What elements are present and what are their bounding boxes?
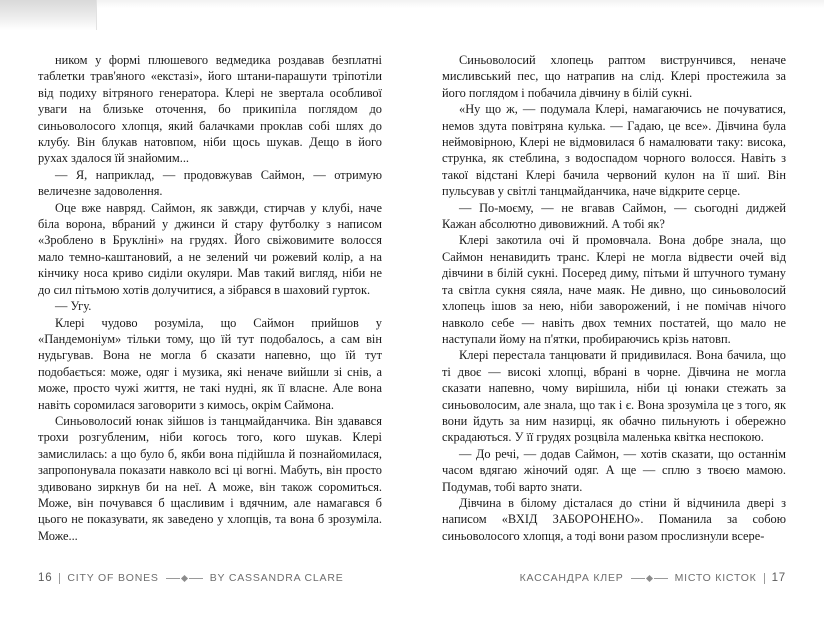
paragraph: Клері чудово розуміла, що Саймон прийшов у «Пандемоніум» тільки тому, що їй тут подобалось, а сам він нудьгував. Вона не могла б сказати напевно, що їй тут подобається: може, одяг і музика, які неначе вийшли зі снів, а може, просто чужі життя, не такі нудні, як її власне. Але вона навіть соромилася заговорити з кимось, окрім Саймона.	[38, 315, 382, 412]
left-running-head: CITY OF BONES	[67, 572, 159, 584]
scan-corner-shadow	[0, 0, 97, 30]
right-running-head: КАССАНДРА КЛЕР	[519, 572, 624, 584]
paragraph: Дівчина в білому дісталася до стіни й відчинила двері з написом «ВХІД ЗАБОРОНЕНО». Поманила за собою синьоволосого хлопця, а тоді вони разом прослизнули всере-	[442, 495, 786, 543]
ornament-icon	[631, 576, 668, 581]
scan-edge-strip	[0, 0, 824, 8]
page-footer	[0, 568, 824, 588]
paragraph: — Я, наприклад, — продовжував Саймон, — отримую величезне задоволення.	[38, 167, 382, 199]
paragraph: ником у формі плюшевого ведмедика роздавав безплатні таблетки трав'яного «екстазі», його штани-парашути тріпотіли від подиху вітряного генератора. Клері не звертала особливої уваги на близьке оточення, бо прикипіла поглядом до синьоволосого хлопця, який балачками проклав собі шлях до клубу. Він блукав натовпом, ніби щось шукав. Дещо в його рухах здалося їй знайомим...	[38, 53, 382, 166]
right-book-title: МІСТО КІСТОК	[674, 572, 757, 584]
paragraph: — По-моєму, — не вгавав Саймон, — сьогодні диджей Кажан абсолютно дивовижний. А тобі як?	[442, 200, 786, 232]
paragraph: Клері закотила очі й промовчала. Вона добре знала, що Саймон ненавидить транс. Клері не могла відвести очей від дівчини в білій сукні. Посеред диму, пітьми й штучного туману та світла сукня сяяла, наче маяк. Не дивно, що синьоволосий хлопець ішов за нею, ніби заворожений, і не помічав нічого навколо себе — навіть двох темних постатей, що мало не наступали йому на п'ятки, пробираючись крізь натовп.	[442, 233, 786, 346]
page-columns	[0, 52, 824, 562]
ornament-icon	[166, 576, 203, 581]
left-page-text-column	[38, 52, 382, 562]
paragraph: Синьоволосий юнак зійшов із танцмайданчика. Він здавався трохи розгубленим, ніби когось того, кого шукав. Клері замислилась: а що було б, якби вона підійшла й познайомилася, запропонувала показати навколо всі ці вогні. Мабуть, він просто здивовано зиркнув би на неї. А може, він також соромиться. Може, він почувався б щасливим і вдячним, але намагався б цього не показувати, як заведено у хлопців, та вона б зрозуміла. Може...	[38, 413, 382, 543]
right-page-text-column	[442, 52, 786, 562]
paragraph: Синьоволосий хлопець раптом виструнчився, неначе мисливський пес, що натрапив на слід. Клері простежила за його поглядом і побачила дівчину в білій сукні.	[442, 53, 786, 100]
paragraph: Клері перестала танцювати й придивилася. Вона бачила, що ті двоє — високі хлопці, вбрані в чорне. Дівчина не могла сказати напевно, чому вирішила, ніби ці юнаки стежать за синьоволосим, але знала, що так і є. Вона зрозуміла це з того, як вони йдуть за ним назирці, як обачно пильнують і обережно скрадаються. У її грудях розцвіла маленька квітка неспокою.	[442, 348, 786, 445]
right-page-folio	[520, 572, 786, 584]
left-page-number: 16	[38, 572, 53, 584]
folio-divider	[59, 573, 60, 584]
folio-divider	[764, 573, 765, 584]
right-page-number: 17	[771, 572, 786, 584]
left-page-folio	[38, 572, 344, 584]
paragraph: Оце вже навряд. Саймон, як завжди, стирчав у клубі, наче біла ворона, вбраний у джинси й стару футболку з написом «Зроблено в Брукліні» на грудях. Його свіжовимите волосся мало темно-каштановий, а не зелений чи рожевий колір, а на кінчику носа криво сиділи окуляри. Мав такий вигляд, ніби не до сил пітьмою хотів долучитися, а зібрався в шаховий гурток.	[38, 200, 382, 297]
paragraph: — Угу.	[55, 299, 92, 314]
left-author-credit: BY CASSANDRA CLARE	[209, 572, 344, 584]
paragraph: «Ну що ж, — подумала Клері, намагаючись не почуватися, немов здута повітряна кулька. — Гадаю, це все». Дівчина була неймовірною, Клері не відмовилася б намалювати таку: висока, струнка, як стеблина, з водоспадом чорного волосся. Навіть з такої відстані Клері бачила червоний кулон на її шиї. Він пульсував у світлі танцмайданчика, наче відкрите серце.	[442, 102, 786, 199]
paragraph: — До речі, — додав Саймон, — хотів сказати, що останнім часом вдягаю жіночий одяг. А ще — сплю з твоєю мамою. Подумав, тобі варто знати.	[442, 446, 786, 494]
